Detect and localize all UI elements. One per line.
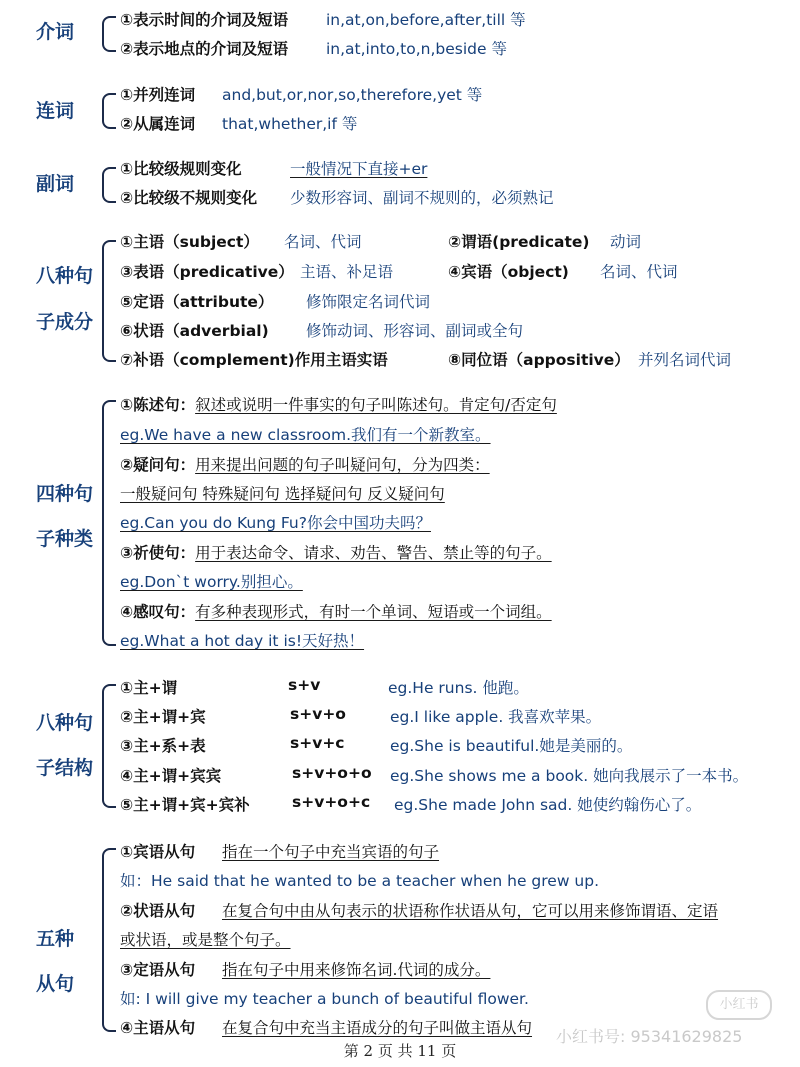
adv-regular-label: ①比较级规则变化	[120, 160, 242, 178]
comp-appositive-label: ⑧同位语（appositive）	[448, 351, 630, 369]
kind-interrogative-text: 用来提出问题的句子叫疑问句，分为四类：	[195, 456, 490, 474]
structure-formula: s+v	[288, 676, 321, 694]
kind-exclamatory-label: ④感叹句：	[120, 603, 196, 621]
structure-label: ②主+谓+宾	[120, 708, 206, 726]
comp-attribute-label: ⑤定语（attribute）	[120, 293, 274, 311]
comp-subject-text: 名词、代词	[284, 233, 362, 251]
prep-place-text: in,at,into,to,n,beside 等	[326, 40, 507, 58]
comp-appositive-text: 并列名词代词	[638, 351, 732, 369]
clause-object-example: 如：He said that he wanted to be a teacher when he grew up.	[120, 872, 600, 890]
structure-example: eg.He runs. 他跑。	[388, 679, 529, 697]
page-footer: 第 2 页 共 11 页	[343, 1042, 457, 1060]
comp-predicate-text: 动词	[610, 233, 642, 251]
adv-irregular-label: ②比较级不规则变化	[120, 189, 258, 207]
clauses-bracket	[102, 848, 116, 1032]
kind-imperative-text: 用于表达命令、请求、劝告、警告、禁止等的句子。	[195, 544, 552, 562]
components-title-2: 子成分	[36, 311, 94, 333]
structures-title-2: 子结构	[36, 757, 94, 779]
kind-imperative-example: eg.Don`t worry.别担心。	[120, 573, 303, 591]
clause-subject-label: ④主语从句	[120, 1019, 196, 1037]
adv-irregular-text: 少数形容词、副词不规则的，必须熟记	[290, 189, 554, 207]
watermark-logo: 小红书	[706, 990, 772, 1020]
kind-declarative-label: ①陈述句：	[120, 396, 196, 414]
comp-complement-label: ⑦补语（complement)作用主语实语	[120, 351, 388, 369]
clause-object-text: 指在一个句子中充当宾语的句子	[222, 843, 440, 861]
clause-object-label: ①宾语从句	[120, 843, 196, 861]
kind-imperative	[120, 541, 552, 563]
clause-adverbial-text-cont: 或状语，或是整个句子。	[120, 931, 291, 949]
structure-formula: s+v+o+c	[292, 793, 371, 811]
structure-formula: s+v+o	[290, 705, 346, 723]
kind-interrogative	[120, 453, 490, 475]
kinds-title-1: 四种句	[36, 483, 94, 505]
conj-bracket	[102, 93, 116, 129]
structure-example: eg.She is beautiful.她是美丽的。	[390, 737, 633, 755]
clause-attributive-text: 指在句子中用来修饰名词.代词的成分。	[222, 961, 491, 979]
comp-predicate-label: ②谓语(predicate)	[448, 233, 590, 251]
comp-object-label: ④宾语（object)	[448, 263, 569, 281]
kinds-bracket	[102, 400, 116, 646]
conj-coord-label: ①并列连词	[120, 86, 196, 104]
structure-formula: s+v+c	[290, 734, 345, 752]
structure-label: ①主+谓	[120, 679, 178, 697]
prep-title: 介词	[36, 21, 75, 43]
conj-subord-label: ②从属连词	[120, 115, 196, 133]
conj-subord-text: that,whether,if 等	[222, 115, 358, 133]
kind-interrogative-types: 一般疑问句 特殊疑问句 选择疑问句 反义疑问句	[120, 485, 445, 503]
kind-interrogative-label: ②疑问句：	[120, 456, 196, 474]
kind-exclamatory-text: 有多种表现形式，有时一个单词、短语或一个词组。	[195, 603, 552, 621]
comp-adverbial-text: 修饰动词、形容词、副词或全句	[306, 322, 524, 340]
components-bracket	[102, 240, 116, 362]
clauses-title-1: 五种	[36, 928, 75, 950]
clauses-title-2: 从句	[36, 973, 75, 995]
components-title-1: 八种句	[36, 265, 94, 287]
conj-coord-text: and,but,or,nor,so,therefore,yet 等	[222, 86, 483, 104]
kinds-title-2: 子种类	[36, 528, 94, 550]
kind-declarative	[120, 393, 557, 415]
structure-formula: s+v+o+o	[292, 764, 372, 782]
structure-label: ⑤主+谓+宾+宾补	[120, 796, 250, 814]
adv-title: 副词	[36, 173, 75, 195]
comp-attribute-text: 修饰限定名词代词	[306, 293, 431, 311]
prep-time-label: ①表示时间的介词及短语	[120, 11, 289, 29]
adv-bracket	[102, 167, 116, 203]
adv-regular-text: 一般情况下直接+er	[290, 160, 428, 178]
structure-example: eg.I like apple. 我喜欢苹果。	[390, 708, 602, 726]
clause-adverbial-label: ②状语从句	[120, 902, 196, 920]
comp-subject-label: ①主语（subject）	[120, 233, 259, 251]
clause-adverbial-text: 在复合句中由从句表示的状语称作状语从句，它可以用来修饰谓语、定语	[222, 902, 719, 920]
comp-adverbial-label: ⑥状语（adverbial)	[120, 322, 269, 340]
watermark-text: 小红书号: 95341629825	[556, 1027, 743, 1046]
structures-bracket	[102, 684, 116, 808]
clause-subject-text: 在复合句中充当主语成分的句子叫做主语从句	[222, 1019, 533, 1037]
prep-place-label: ②表示地点的介词及短语	[120, 40, 289, 58]
structure-label: ③主+系+表	[120, 737, 206, 755]
comp-predicative-label: ③表语（predicative）	[120, 263, 294, 281]
kind-declarative-text: 叙述或说明一件事实的句子叫陈述句。肯定句/否定句	[195, 396, 557, 414]
clause-attributive-example: 如: I will give my teacher a bunch of beautiful flower.	[120, 990, 529, 1008]
structure-label: ④主+谓+宾宾	[120, 767, 222, 785]
kind-imperative-label: ③祈使句：	[120, 544, 196, 562]
kind-exclamatory	[120, 600, 552, 622]
structures-title-1: 八种句	[36, 712, 94, 734]
structure-example: eg.She shows me a book. 她向我展示了一本书。	[390, 767, 749, 785]
comp-object-text: 名词、代词	[600, 263, 678, 281]
prep-bracket	[102, 16, 116, 52]
kind-interrogative-example: eg.Can you do Kung Fu?你会中国功夫吗？	[120, 514, 431, 532]
clause-attributive-label: ③定语从句	[120, 961, 196, 979]
conj-title: 连词	[36, 100, 75, 122]
kind-declarative-example: eg.We have a new classroom.我们有一个新教室。	[120, 426, 491, 444]
structure-example: eg.She made John sad. 她使约翰伤心了。	[394, 796, 702, 814]
comp-predicative-text: 主语、补足语	[300, 263, 394, 281]
prep-time-text: in,at,on,before,after,till 等	[326, 11, 526, 29]
kind-exclamatory-example: eg.What a hot day it is!天好热！	[120, 632, 365, 650]
